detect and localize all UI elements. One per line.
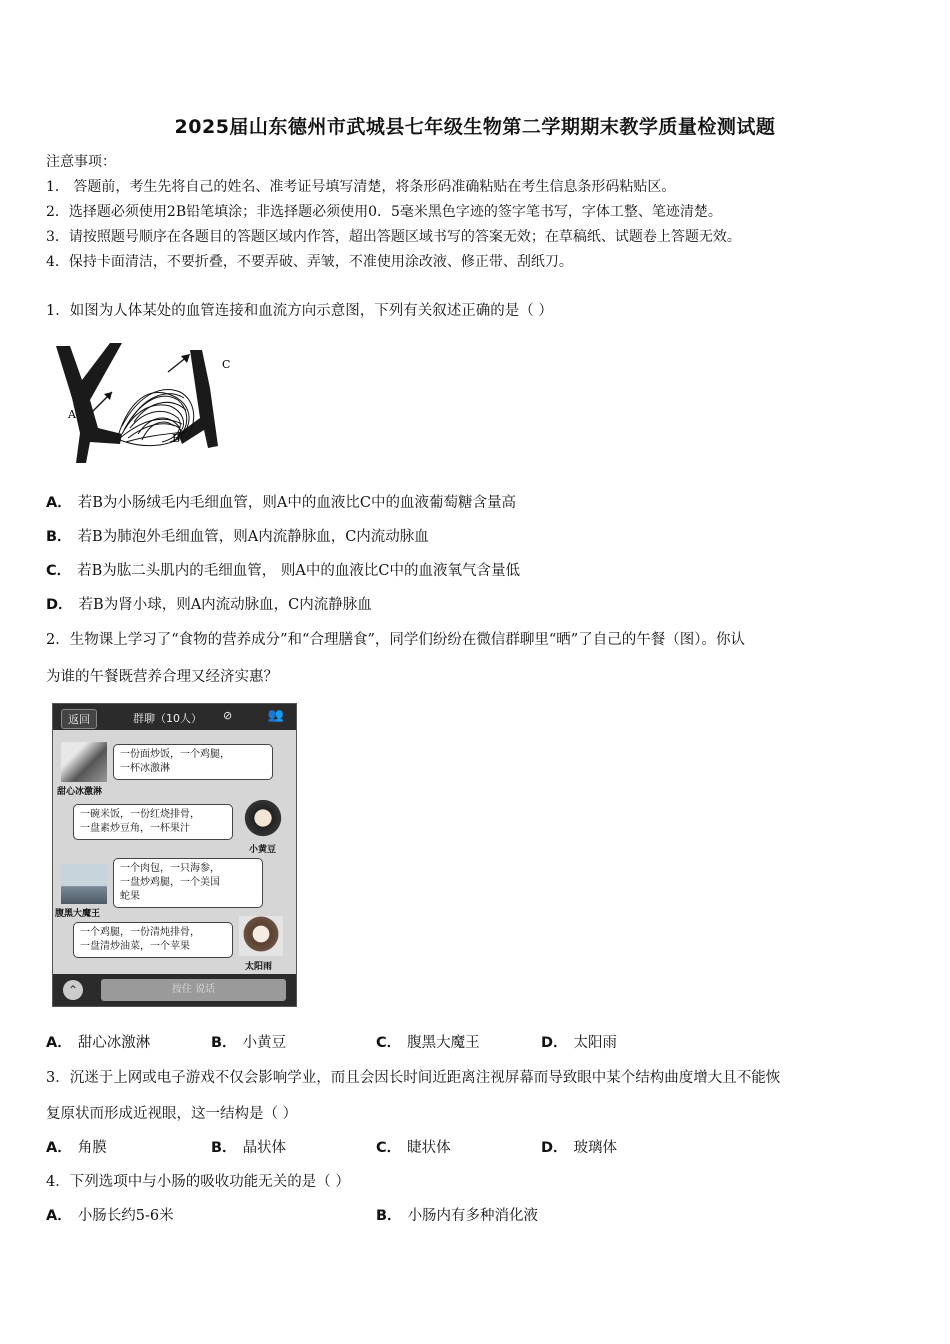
q1-option-b [46, 527, 429, 547]
hold-to-talk-button: 按住 说话 [101, 979, 286, 1001]
mute-icon: ⊘ [223, 709, 233, 722]
question-2-stem-line1: 2．生物课上学习了“食物的营养成分”和“合理膳食”，同学们纷纷在微信群聊里“晒”了自己的午餐（图）。你认 [46, 632, 745, 648]
chat-line: 一个肉包，一只海参， [120, 863, 220, 874]
chat-bubble [73, 804, 233, 840]
chat-username: 甜心冰激淋 [57, 787, 103, 797]
chat-line: 一盘炒鸡腿，一个美国 [120, 877, 220, 888]
q2-option-d [541, 1033, 617, 1053]
option-letter: A． [46, 1140, 72, 1156]
option-letter: D． [541, 1035, 568, 1051]
blood-vessel-diagram [50, 338, 240, 468]
notice-item: 4．保持卡面清洁，不要折叠，不要弄破、弄皱，不准使用涂改液、修正带、刮纸刀。 [46, 254, 573, 270]
option-letter: B． [211, 1035, 237, 1051]
page-title: 2025届山东德州市武城县七年级生物第二学期期末教学质量检测试题 [174, 116, 776, 138]
question-4-stem: 4．下列选项中与小肠的吸收功能无关的是（ ） [46, 1174, 350, 1190]
q1-option-c [46, 561, 520, 581]
notice-item: 1． 答题前，考生先将自己的姓名、准考证号填写清楚，将条形码准确粘贴在考生信息条形码粘贴区。 [46, 179, 676, 195]
q1-option-a [46, 493, 516, 513]
option-letter: C． [376, 1035, 402, 1051]
q3-option-a [46, 1138, 107, 1158]
chat-username: 腹黑大魔王 [55, 909, 101, 919]
option-letter: C． [376, 1140, 402, 1156]
chat-header [53, 704, 296, 730]
chat-line: 一个鸡腿，一份清炖排骨， [80, 927, 200, 938]
q3-option-c [376, 1138, 451, 1158]
keyboard-toggle-icon: ⌃ [63, 980, 83, 1000]
question-3-stem-line1: 3．沉迷于上网或电子游戏不仅会影响学业，而且会因长时间近距离注视屏幕而导致眼中某个结构曲度增大且不能恢 [46, 1070, 781, 1086]
option-letter: A． [46, 495, 72, 511]
q4-option-b [376, 1206, 538, 1226]
chat-line: 一碗米饭，一份红烧排骨， [80, 809, 200, 820]
option-text: 若B为肺泡外毛细血管，则A内流静脉血，C内流动脉血 [77, 529, 429, 545]
avatar [61, 864, 107, 904]
chat-line: 一盘素炒豆角，一杯果汁 [80, 823, 190, 834]
chat-username: 小黄豆 [249, 845, 277, 855]
wechat-group-screenshot [52, 703, 297, 1007]
q2-option-a [46, 1033, 150, 1053]
question-3-stem-line2: 复原状而形成近视眼，这一结构是（ ） [46, 1106, 298, 1122]
chat-line: 一盘清炒油菜，一个苹果 [80, 941, 190, 952]
option-letter: B． [376, 1208, 402, 1224]
chat-bubble [73, 922, 233, 958]
chat-bubble [113, 744, 273, 780]
chat-back-button: 返回 [61, 709, 97, 729]
chat-input-bar [53, 974, 296, 1006]
chat-group-title: 群聊（10人） [133, 712, 202, 725]
label-c: C [222, 358, 231, 371]
q1-option-d [46, 595, 372, 615]
option-text: 小肠长约5-6米 [77, 1208, 174, 1224]
question-2-stem-line2: 为谁的午餐既营养合理又经济实惠？ [46, 669, 278, 685]
group-members-icon: 👥 [267, 708, 284, 723]
notice-item: 3．请按照题号顺序在各题目的答题区域内作答，超出答题区域书写的答案无效；在草稿纸、试题卷上答题无效。 [46, 229, 741, 245]
option-letter: D． [541, 1140, 568, 1156]
label-b: B [172, 432, 181, 445]
option-letter: A． [46, 1208, 72, 1224]
option-text: 角膜 [77, 1140, 107, 1156]
q3-option-b [211, 1138, 286, 1158]
chat-bubble [113, 858, 263, 908]
option-letter: B． [46, 529, 72, 545]
option-text: 若B为小肠绒毛内毛细血管，则A中的血液比C中的血液葡萄糖含量高 [77, 495, 516, 511]
vessel-a [56, 343, 122, 463]
avatar [61, 742, 107, 782]
option-text: 太阳雨 [573, 1035, 618, 1051]
option-letter: C． [46, 563, 72, 579]
option-letter: B． [211, 1140, 237, 1156]
chat-line: 蛇果 [120, 891, 140, 902]
option-text: 玻璃体 [573, 1140, 618, 1156]
chat-line: 一杯冰激淋 [120, 763, 170, 774]
chat-line: 一份面炒饭，一个鸡腿， [120, 749, 230, 760]
q2-option-b [211, 1033, 286, 1053]
question-1-stem: 1．如图为人体某处的血管连接和血流方向示意图，下列有关叙述正确的是（ ） [46, 303, 553, 319]
option-letter: D． [46, 597, 73, 613]
q2-option-c [376, 1033, 480, 1053]
option-text: 小黄豆 [242, 1035, 287, 1051]
option-text: 若B为肾小球，则A内流动脉血，C内流静脉血 [78, 597, 372, 613]
option-text: 睫状体 [407, 1140, 451, 1156]
avatar [239, 916, 283, 956]
avatar [243, 800, 283, 840]
option-text: 小肠内有多种消化液 [407, 1208, 539, 1224]
notice-heading: 注意事项： [46, 154, 116, 170]
q4-option-a [46, 1206, 174, 1226]
notice-item: 2．选择题必须使用2B铅笔填涂；非选择题必须使用0．5毫米黑色字迹的签字笔书写，字体工整、笔迹清楚。 [46, 204, 722, 220]
option-letter: A． [46, 1035, 72, 1051]
option-text: 若B为肱二头肌内的毛细血管， 则A中的血液比C中的血液氧气含量低 [77, 563, 520, 579]
label-a: A [68, 408, 76, 421]
flow-arrow-head [181, 354, 190, 363]
option-text: 腹黑大魔王 [407, 1035, 480, 1051]
option-text: 甜心冰激淋 [77, 1035, 151, 1051]
chat-username: 太阳雨 [245, 962, 273, 972]
q3-option-d [541, 1138, 617, 1158]
option-text: 晶状体 [242, 1140, 287, 1156]
